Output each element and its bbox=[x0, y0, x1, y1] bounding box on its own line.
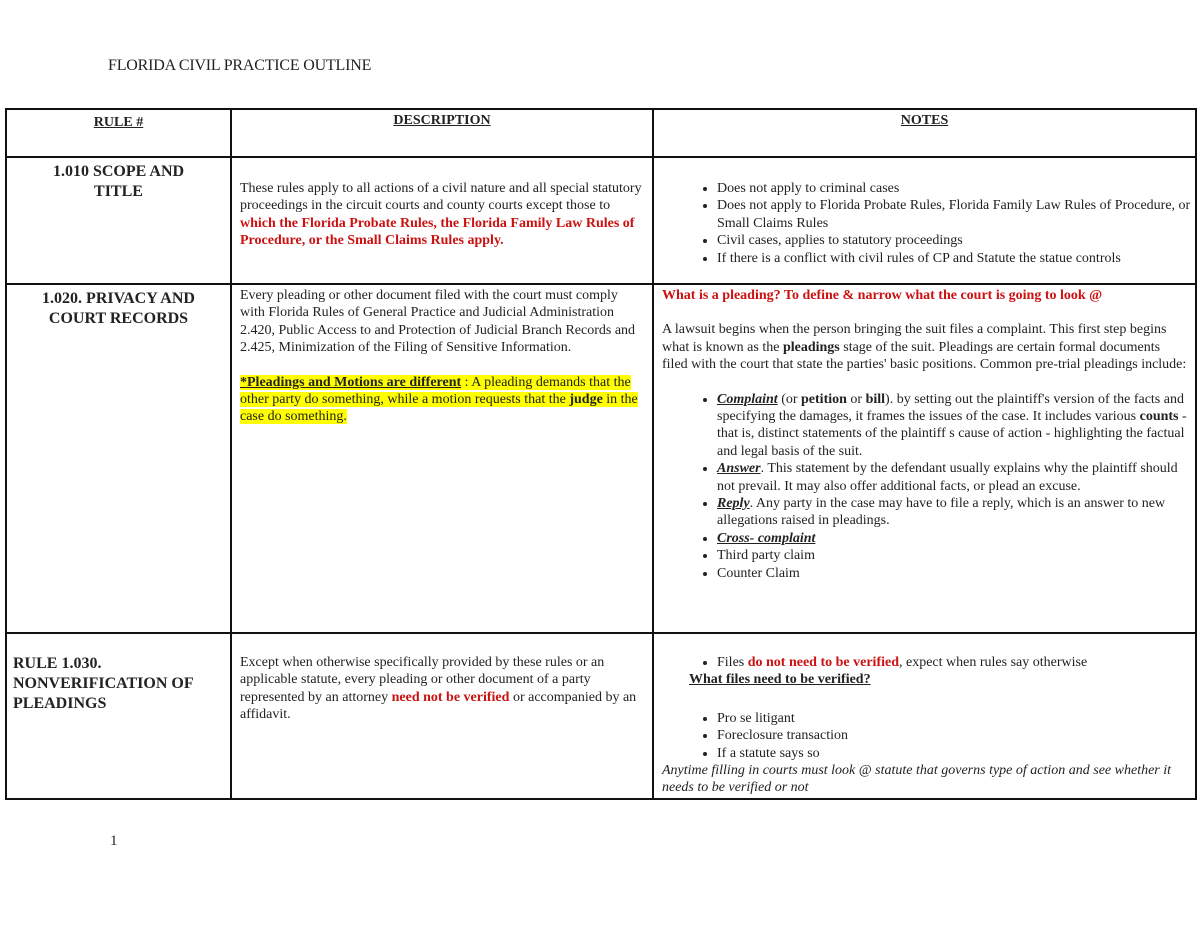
list-item: • Cross- complaint bbox=[717, 530, 1195, 547]
header-description: DESCRIPTION bbox=[393, 113, 491, 128]
description-text: Except when otherwise specifically provided by these rules or an applicable statute, every pleading or other document of a party represented by an attorney need not be verified or accompanied by an affidavit. bbox=[240, 655, 637, 723]
list-item: • Answer. This statement by the defendant usually explains why the plaintiff should not prevail. It may also offer additional facts, or plead an excuse. bbox=[717, 460, 1195, 495]
header-row bbox=[6, 109, 1196, 157]
notes-heading: What is a pleading? To define & narrow what the court is going to look @ bbox=[662, 288, 1103, 303]
header-notes-cell bbox=[653, 109, 1196, 157]
notes-cell bbox=[653, 633, 1196, 799]
highlighted-note: *Pleadings and Motions are different : A pleading demands that the other party do something, while a motion requests that the judge in the case do something. bbox=[240, 374, 638, 425]
page-number: 1 bbox=[110, 833, 118, 849]
header-description-cell bbox=[231, 109, 653, 157]
list-item: • Counter Claim bbox=[717, 565, 1195, 582]
pleadings-list bbox=[654, 391, 1195, 582]
verification-question: What files need to be verified? bbox=[689, 672, 871, 688]
notes-cell bbox=[653, 284, 1196, 633]
rule-title: 1.020. PRIVACY AND COURT RECORDS bbox=[42, 290, 195, 327]
header-notes: NOTES bbox=[900, 113, 949, 128]
notes-paragraph: A lawsuit begins when the person bringing the suit files a complaint. This first step begins what is known as the pleadings stage of the suit. Pleadings are certain formal documents filed with the court that state the parties' basic positions. Common pre-trial pleadings include: bbox=[662, 322, 1187, 373]
verification-list bbox=[654, 710, 1195, 762]
outline-table bbox=[5, 108, 1197, 800]
list-item: • Does not apply to Florida Probate Rules, Florida Family Law Rules of Procedure, or Small Claims Rules bbox=[717, 197, 1195, 232]
rule-cell bbox=[6, 284, 231, 633]
list-item: • If a statute says so bbox=[717, 745, 1195, 762]
list-item: • Files do not need to be verified, expect when rules say otherwise bbox=[717, 654, 1195, 671]
list-item: • Civil cases, applies to statutory proceedings bbox=[717, 232, 1195, 249]
rule-cell bbox=[6, 633, 231, 799]
description-cell bbox=[231, 284, 653, 633]
italic-note: Anytime filling in courts must look @ statute that governs type of action and see whether it needs to be verified or not bbox=[662, 763, 1172, 796]
table-row bbox=[6, 633, 1196, 799]
rule-title: RULE 1.030. NONVERIFICATION OF PLEADINGS bbox=[13, 655, 194, 712]
table-row bbox=[6, 284, 1196, 633]
list-item: • Third party claim bbox=[717, 547, 1195, 564]
description-text: These rules apply to all actions of a civil nature and all special statutory proceedings in the circuit courts and county courts except those to which the Florida Probate Rules, the Florida Family Law Rules of Procedure, or the Small Claims Rules apply. bbox=[240, 181, 642, 249]
header-rule-cell bbox=[6, 109, 231, 157]
list-item: • Reply. Any party in the case may have to file a reply, which is an answer to new allegations raised in pleadings. bbox=[717, 495, 1195, 530]
list-item: • Pro se litigant bbox=[717, 710, 1195, 727]
notes-cell bbox=[653, 157, 1196, 284]
document-title: FLORIDA CIVIL PRACTICE OUTLINE bbox=[108, 57, 372, 74]
list-item: • If there is a conflict with civil rules of CP and Statute the statue controls bbox=[717, 250, 1195, 267]
list-item: • Foreclosure transaction bbox=[717, 727, 1195, 744]
rule-title: 1.010 SCOPE AND TITLE bbox=[52, 163, 185, 200]
description-cell bbox=[231, 633, 653, 799]
description-cell bbox=[231, 157, 653, 284]
rule-cell bbox=[6, 157, 231, 284]
list-item: • Complaint (or petition or bill). by setting out the plaintiff's version of the facts and specifying the damages, it frames the issues of the case. It includes various counts - that is, distinct statements of the plaintiff s cause of action - highlighting the factual and legal basis of the suit. bbox=[717, 391, 1195, 461]
description-text: Every pleading or other document filed with the court must comply with Florida Rules of General Practice and Judicial Administration 2.420, Public Access to and Protection of Judicial Branch Records and 2.425, Minimization of the Filing of Sensitive Information. bbox=[240, 288, 636, 356]
table-row bbox=[6, 157, 1196, 284]
notes-list bbox=[654, 654, 1195, 671]
header-rule: RULE # bbox=[93, 115, 144, 130]
list-item: • Does not apply to criminal cases bbox=[717, 180, 1195, 197]
notes-list bbox=[654, 180, 1195, 267]
